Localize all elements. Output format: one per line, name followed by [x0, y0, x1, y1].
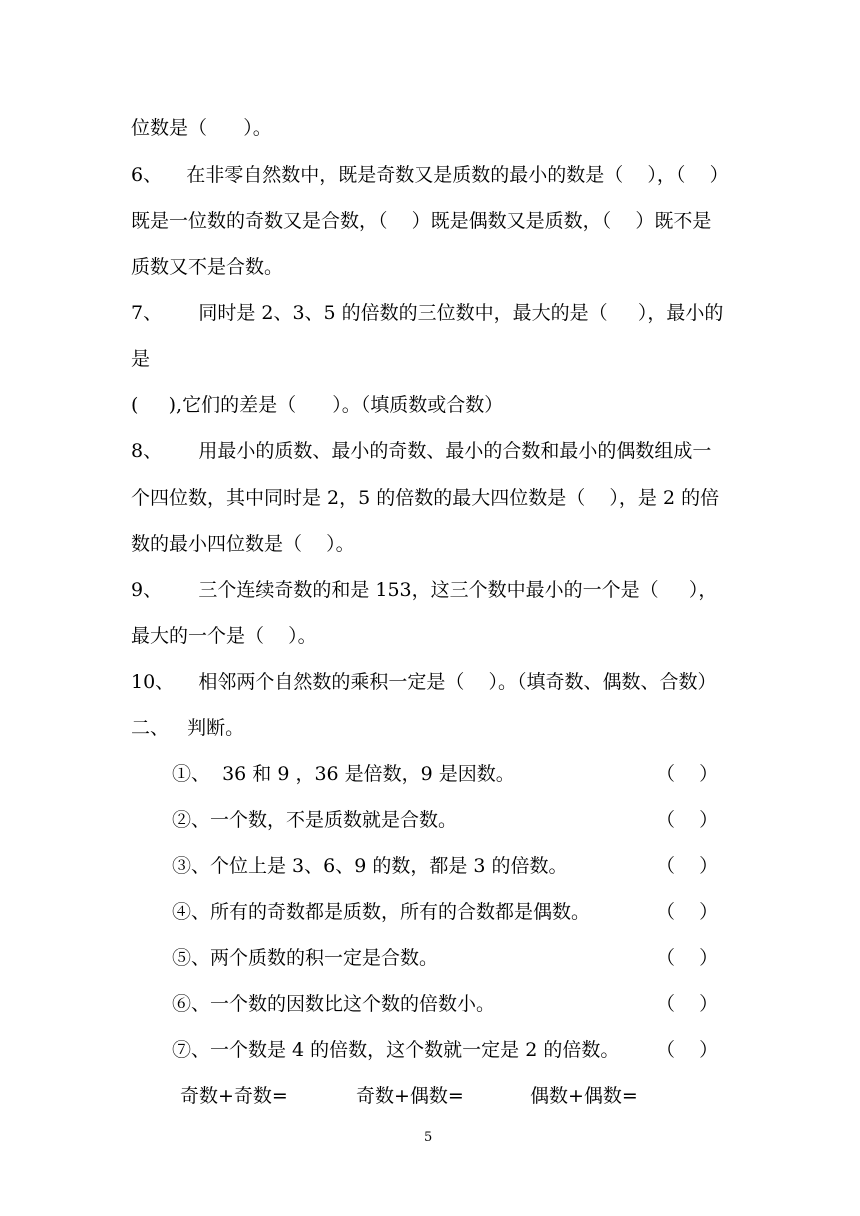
- judgment-answer-2: （ ）: [656, 809, 719, 831]
- rule-odd-even: 奇数+偶数=: [356, 1085, 464, 1107]
- question-8-line-1: 8、 用最小的质数、最小的奇数、最小的合数和最小的偶数组成一: [131, 440, 712, 462]
- rule-even-even: 偶数+偶数=: [530, 1085, 638, 1107]
- rule-odd-odd: 奇数+奇数=: [180, 1085, 288, 1107]
- text-line: 位数是（ ）。: [131, 117, 272, 139]
- question-6-line-1: 6、 在非零自然数中，既是奇数又是质数的最小的数是（ ），（ ）: [131, 164, 729, 186]
- question-7-line-3: ( ),它们的差是（ ）。（填质数或合数）: [131, 394, 504, 416]
- judgment-answer-3: （ ）: [656, 855, 719, 877]
- question-9-line-1: 9、 三个连续奇数的和是 153，这三个数中最小的一个是（ ），: [131, 579, 718, 601]
- judgment-item-2: ②、一个数，不是质数就是合数。: [172, 809, 458, 831]
- judgment-answer-1: （ ）: [656, 763, 719, 785]
- judgment-answer-4: （ ）: [656, 901, 719, 923]
- judgment-item-7: ⑦、一个数是 4 的倍数，这个数就一定是 2 的倍数。: [172, 1039, 620, 1061]
- judgment-item-5: ⑤、两个质数的积一定是合数。: [172, 947, 439, 969]
- judgment-item-4: ④、所有的奇数都是质数，所有的合数都是偶数。: [172, 901, 591, 923]
- question-7-line-2: 是: [131, 348, 151, 370]
- judgment-answer-6: （ ）: [656, 993, 719, 1015]
- judgment-answer-7: （ ）: [656, 1039, 719, 1061]
- question-7-line-1: 7、 同时是 2、3、5 的倍数的三位数中，最大的是（ ），最小的: [131, 302, 724, 324]
- question-8-line-2: 个四位数，其中同时是 2，5 的倍数的最大四位数是（ ），是 2 的倍: [131, 487, 720, 509]
- question-10-line: 10、 相邻两个自然数的乘积一定是（ ）。（填奇数、偶数、合数）: [131, 671, 717, 693]
- judgment-item-6: ⑥、一个数的因数比这个数的倍数小。: [172, 993, 496, 1015]
- judgment-item-3: ③、个位上是 3、6、9 的数，都是 3 的倍数。: [172, 855, 568, 877]
- judgment-item-1: ①、 36 和 9 ，36 是倍数，9 是因数。: [172, 763, 515, 785]
- page-number: 5: [424, 1130, 433, 1145]
- question-9-line-2: 最大的一个是（ ）。: [131, 625, 317, 647]
- section-heading-judgment: 二、 判断。: [131, 717, 245, 739]
- judgment-answer-5: （ ）: [656, 947, 719, 969]
- question-6-line-2: 既是一位数的奇数又是合数，（ ）既是偶数又是质数，（ ）既不是: [131, 210, 712, 232]
- question-6-line-3: 质数又不是合数。: [131, 256, 284, 278]
- question-8-line-3: 数的最小四位数是（ ）。: [131, 533, 355, 555]
